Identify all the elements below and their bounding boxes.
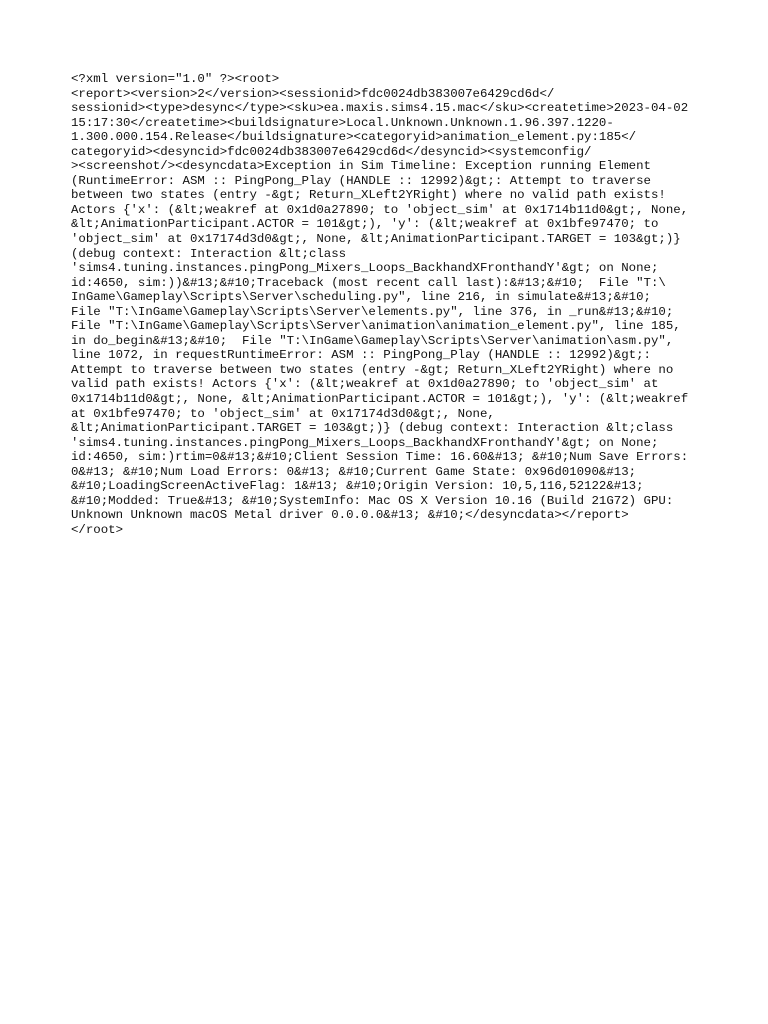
document-line: InGame\Gameplay\Scripts\Server\scheduling.py", line 216, in simulate&#13;&#10; bbox=[71, 290, 651, 305]
document-line: Attempt to traverse between two states (entry -&gt; Return_XLeft2YRight) where no bbox=[71, 362, 674, 377]
xml-report-document bbox=[71, 72, 701, 538]
document-line: &lt;AnimationParticipant.TARGET = 103&gt;)} (debug context: Interaction &lt;class bbox=[71, 421, 674, 436]
document-line: in do_begin&#13;&#10; File "T:\InGame\Gameplay\Scripts\Server\animation\asm.py", bbox=[71, 333, 674, 348]
document-line: 0x1714b11d0&gt;, None, &lt;AnimationParticipant.ACTOR = 101&gt;), 'y': (&lt;weakref bbox=[71, 392, 689, 407]
document-line: 15:17:30</createtime><buildsignature>Local.Unknown.Unknown.1.96.397.1220- bbox=[71, 115, 614, 130]
document-line: File "T:\InGame\Gameplay\Scripts\Server\animation\animation_element.py", line 185, bbox=[71, 319, 681, 334]
document-line: </root> bbox=[71, 522, 124, 537]
document-line: File "T:\InGame\Gameplay\Scripts\Server\elements.py", line 376, in _run&#13;&#10; bbox=[71, 304, 674, 319]
document-line: id:4650, sim:)rtim=0&#13;&#10;Client Session Time: 16.60&#13; &#10;Num Save Errors: bbox=[71, 450, 689, 465]
document-line: Actors {'x': (&lt;weakref at 0x1d0a27890; to 'object_sim' at 0x1714b11d0&gt;, None, bbox=[71, 202, 689, 217]
document-line: &#10;Modded: True&#13; &#10;SystemInfo: Mac OS X Version 10.16 (Build 21G72) GPU: bbox=[71, 493, 674, 508]
document-line: &#10;LoadingScreenActiveFlag: 1&#13; &#10;Origin Version: 10,5,116,52122&#13; bbox=[71, 479, 644, 494]
document-line: ><screenshot/><desyncdata>Exception in Sim Timeline: Exception running Element bbox=[71, 159, 651, 174]
document-line: 'object_sim' at 0x17174d3d0&gt;, None, &lt;AnimationParticipant.TARGET = 103&gt;)} bbox=[71, 232, 681, 247]
document-line: categoryid><desyncid>fdc0024db383007e6429cd6d</desyncid><systemconfig/ bbox=[71, 144, 592, 159]
document-line: Unknown Unknown macOS Metal driver 0.0.0.0&#13; &#10;</desyncdata></report> bbox=[71, 508, 629, 523]
document-line: id:4650, sim:))&#13;&#10;Traceback (most recent call last):&#13;&#10; File "T:\ bbox=[71, 275, 666, 290]
document-line: (debug context: Interaction &lt;class bbox=[71, 246, 347, 261]
document-line: 0&#13; &#10;Num Load Errors: 0&#13; &#10;Current Game State: 0x96d01090&#13; bbox=[71, 464, 637, 479]
document-line: 'sims4.tuning.instances.pingPong_Mixers_Loops_BackhandXFronthandY'&gt; on None; bbox=[71, 261, 659, 276]
document-line: <?xml version="1.0" ?><root> bbox=[71, 72, 280, 86]
document-line: &lt;AnimationParticipant.ACTOR = 101&gt;), 'y': (&lt;weakref at 0x1bfe97470; to bbox=[71, 217, 659, 232]
document-line: (RuntimeError: ASM :: PingPong_Play (HANDLE :: 12992)&gt;: Attempt to traverse bbox=[71, 173, 651, 188]
document-line: valid path exists! Actors {'x': (&lt;weakref at 0x1d0a27890; to 'object_sim' at bbox=[71, 377, 659, 392]
document-line: between two states (entry -&gt; Return_XLeft2YRight) where no valid path exists! bbox=[71, 188, 666, 203]
document-line: 1.300.000.154.Release</buildsignature><categoryid>animation_element.py:185</ bbox=[71, 130, 637, 145]
document-line: line 1072, in requestRuntimeError: ASM :: PingPong_Play (HANDLE :: 12992)&gt;: bbox=[71, 348, 651, 363]
document-line: 'sims4.tuning.instances.pingPong_Mixers_Loops_BackhandXFronthandY'&gt; on None; bbox=[71, 435, 659, 450]
document-line: at 0x1bfe97470; to 'object_sim' at 0x17174d3d0&gt;, None, bbox=[71, 406, 495, 421]
document-line: sessionid><type>desync</type><sku>ea.maxis.sims4.15.mac</sku><createtime>2023-04-02 bbox=[71, 101, 689, 116]
document-line: <report><version>2</version><sessionid>fdc0024db383007e6429cd6d</ bbox=[71, 86, 555, 101]
